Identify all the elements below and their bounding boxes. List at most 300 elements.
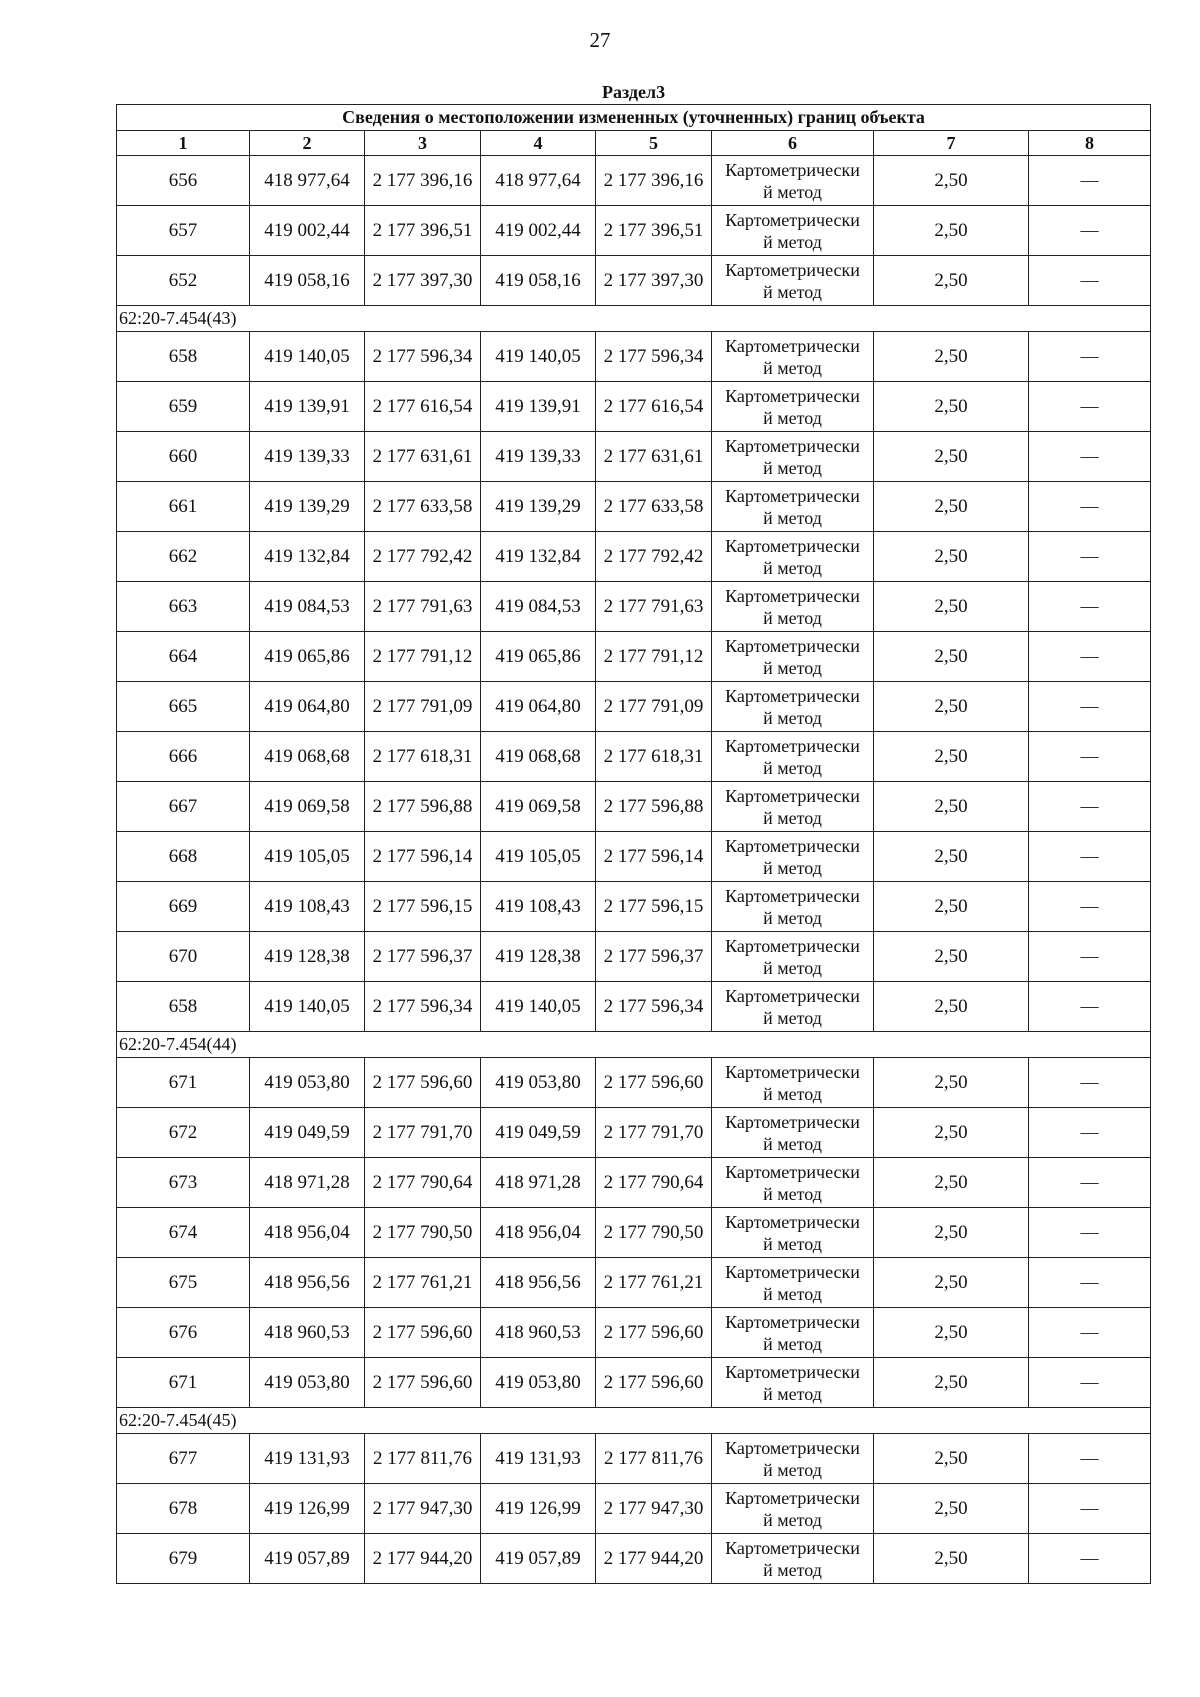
column-number: 2 bbox=[250, 131, 365, 156]
x-new-cell: 419 057,89 bbox=[481, 1534, 596, 1584]
y-existing-cell: 2 177 790,64 bbox=[365, 1158, 481, 1208]
accuracy-cell: 2,50 bbox=[874, 1308, 1029, 1358]
method-line-2: й метод bbox=[763, 607, 822, 628]
y-existing-cell: 2 177 596,60 bbox=[365, 1308, 481, 1358]
x-existing-cell: 419 065,86 bbox=[250, 632, 365, 682]
method-line-2: й метод bbox=[763, 1283, 822, 1304]
method-line-1: Картометрически bbox=[725, 485, 860, 506]
description-cell: — bbox=[1029, 156, 1151, 206]
point-number-cell: 656 bbox=[117, 156, 250, 206]
method-line-1: Картометрически bbox=[725, 159, 860, 180]
point-number-cell: 673 bbox=[117, 1158, 250, 1208]
y-new-cell: 2 177 596,37 bbox=[596, 932, 712, 982]
point-number-cell: 662 bbox=[117, 532, 250, 582]
x-new-cell: 418 956,04 bbox=[481, 1208, 596, 1258]
table-row bbox=[117, 532, 1151, 582]
accuracy-cell: 2,50 bbox=[874, 1258, 1029, 1308]
point-number-cell: 657 bbox=[117, 206, 250, 256]
point-number-cell: 671 bbox=[117, 1358, 250, 1408]
point-number-cell: 670 bbox=[117, 932, 250, 982]
method-line-2: й метод bbox=[763, 1133, 822, 1154]
description-cell: — bbox=[1029, 782, 1151, 832]
point-number-cell: 668 bbox=[117, 832, 250, 882]
method-cell bbox=[712, 582, 874, 632]
method-line-1: Картометрически bbox=[725, 1437, 860, 1458]
method-line-2: й метод bbox=[763, 457, 822, 478]
x-existing-cell: 419 140,05 bbox=[250, 332, 365, 382]
x-existing-cell: 419 053,80 bbox=[250, 1058, 365, 1108]
y-existing-cell: 2 177 596,15 bbox=[365, 882, 481, 932]
y-existing-cell: 2 177 396,51 bbox=[365, 206, 481, 256]
description-cell: — bbox=[1029, 382, 1151, 432]
method-line-1: Картометрически bbox=[725, 1161, 860, 1182]
description-cell: — bbox=[1029, 832, 1151, 882]
method-line-2: й метод bbox=[763, 181, 822, 202]
y-existing-cell: 2 177 596,60 bbox=[365, 1358, 481, 1408]
x-new-cell: 418 971,28 bbox=[481, 1158, 596, 1208]
point-number-cell: 671 bbox=[117, 1058, 250, 1108]
column-number: 8 bbox=[1029, 131, 1151, 156]
method-cell bbox=[712, 632, 874, 682]
x-new-cell: 419 132,84 bbox=[481, 532, 596, 582]
x-existing-cell: 419 057,89 bbox=[250, 1534, 365, 1584]
x-existing-cell: 419 053,80 bbox=[250, 1358, 365, 1408]
description-cell: — bbox=[1029, 1534, 1151, 1584]
description-cell: — bbox=[1029, 1258, 1151, 1308]
method-line-2: й метод bbox=[763, 807, 822, 828]
table-row bbox=[117, 1158, 1151, 1208]
method-line-2: й метод bbox=[763, 1383, 822, 1404]
column-number: 5 bbox=[596, 131, 712, 156]
table-row bbox=[117, 932, 1151, 982]
method-cell bbox=[712, 932, 874, 982]
description-cell: — bbox=[1029, 1358, 1151, 1408]
y-new-cell: 2 177 596,34 bbox=[596, 982, 712, 1032]
method-cell bbox=[712, 1158, 874, 1208]
column-number: 4 bbox=[481, 131, 596, 156]
y-existing-cell: 2 177 631,61 bbox=[365, 432, 481, 482]
y-existing-cell: 2 177 790,50 bbox=[365, 1208, 481, 1258]
y-new-cell: 2 177 947,30 bbox=[596, 1484, 712, 1534]
point-number-cell: 665 bbox=[117, 682, 250, 732]
y-new-cell: 2 177 790,50 bbox=[596, 1208, 712, 1258]
table-title: Сведения о местоположении измененных (уточненных) границ объекта bbox=[117, 105, 1151, 131]
accuracy-cell: 2,50 bbox=[874, 382, 1029, 432]
column-number: 6 bbox=[712, 131, 874, 156]
accuracy-cell: 2,50 bbox=[874, 782, 1029, 832]
y-new-cell: 2 177 791,63 bbox=[596, 582, 712, 632]
x-new-cell: 419 139,33 bbox=[481, 432, 596, 482]
method-line-1: Картометрически bbox=[725, 1211, 860, 1232]
method-cell bbox=[712, 682, 874, 732]
method-line-2: й метод bbox=[763, 857, 822, 878]
method-cell bbox=[712, 382, 874, 432]
table-row bbox=[117, 1208, 1151, 1258]
method-cell bbox=[712, 156, 874, 206]
y-existing-cell: 2 177 596,37 bbox=[365, 932, 481, 982]
accuracy-cell: 2,50 bbox=[874, 832, 1029, 882]
method-line-1: Картометрически bbox=[725, 209, 860, 230]
page-number: 27 bbox=[589, 28, 611, 52]
method-line-2: й метод bbox=[763, 1509, 822, 1530]
y-new-cell: 2 177 396,51 bbox=[596, 206, 712, 256]
table-body bbox=[117, 156, 1151, 1584]
method-cell bbox=[712, 432, 874, 482]
y-new-cell: 2 177 791,12 bbox=[596, 632, 712, 682]
x-new-cell: 419 084,53 bbox=[481, 582, 596, 632]
table-row bbox=[117, 432, 1151, 482]
y-new-cell: 2 177 631,61 bbox=[596, 432, 712, 482]
point-number-cell: 678 bbox=[117, 1484, 250, 1534]
y-new-cell: 2 177 616,54 bbox=[596, 382, 712, 432]
method-cell bbox=[712, 482, 874, 532]
parcel-group-row bbox=[117, 1032, 1151, 1058]
method-cell bbox=[712, 1108, 874, 1158]
point-number-cell: 663 bbox=[117, 582, 250, 632]
description-cell: — bbox=[1029, 332, 1151, 382]
y-new-cell: 2 177 397,30 bbox=[596, 256, 712, 306]
accuracy-cell: 2,50 bbox=[874, 1484, 1029, 1534]
x-existing-cell: 419 139,29 bbox=[250, 482, 365, 532]
description-cell: — bbox=[1029, 1058, 1151, 1108]
description-cell: — bbox=[1029, 982, 1151, 1032]
x-existing-cell: 419 139,91 bbox=[250, 382, 365, 432]
y-new-cell: 2 177 811,76 bbox=[596, 1434, 712, 1484]
method-line-2: й метод bbox=[763, 707, 822, 728]
table-row bbox=[117, 256, 1151, 306]
description-cell: — bbox=[1029, 1208, 1151, 1258]
accuracy-cell: 2,50 bbox=[874, 582, 1029, 632]
description-cell: — bbox=[1029, 632, 1151, 682]
description-cell: — bbox=[1029, 1484, 1151, 1534]
description-cell: — bbox=[1029, 482, 1151, 532]
method-cell bbox=[712, 1208, 874, 1258]
y-new-cell: 2 177 791,09 bbox=[596, 682, 712, 732]
section-title: Раздел3 bbox=[602, 81, 666, 102]
point-number-cell: 661 bbox=[117, 482, 250, 532]
x-new-cell: 419 139,29 bbox=[481, 482, 596, 532]
method-line-2: й метод bbox=[763, 407, 822, 428]
point-number-cell: 676 bbox=[117, 1308, 250, 1358]
method-line-2: й метод bbox=[763, 957, 822, 978]
method-line-1: Картометрически bbox=[725, 835, 860, 856]
method-line-2: й метод bbox=[763, 1233, 822, 1254]
description-cell: — bbox=[1029, 882, 1151, 932]
point-number-cell: 659 bbox=[117, 382, 250, 432]
table-row bbox=[117, 882, 1151, 932]
method-cell bbox=[712, 206, 874, 256]
x-new-cell: 419 108,43 bbox=[481, 882, 596, 932]
accuracy-cell: 2,50 bbox=[874, 1534, 1029, 1584]
description-cell: — bbox=[1029, 1158, 1151, 1208]
y-existing-cell: 2 177 947,30 bbox=[365, 1484, 481, 1534]
method-line-2: й метод bbox=[763, 357, 822, 378]
x-new-cell: 419 140,05 bbox=[481, 332, 596, 382]
table-row bbox=[117, 1258, 1151, 1308]
method-line-2: й метод bbox=[763, 1559, 822, 1580]
table-row bbox=[117, 732, 1151, 782]
description-cell: — bbox=[1029, 1108, 1151, 1158]
parcel-number: 62:20-7.454(44) bbox=[117, 1032, 1151, 1058]
y-new-cell: 2 177 618,31 bbox=[596, 732, 712, 782]
y-existing-cell: 2 177 596,60 bbox=[365, 1058, 481, 1108]
description-cell: — bbox=[1029, 682, 1151, 732]
x-new-cell: 419 053,80 bbox=[481, 1058, 596, 1108]
table-row bbox=[117, 1434, 1151, 1484]
point-number-cell: 658 bbox=[117, 982, 250, 1032]
point-number-cell: 675 bbox=[117, 1258, 250, 1308]
description-cell: — bbox=[1029, 932, 1151, 982]
y-existing-cell: 2 177 616,54 bbox=[365, 382, 481, 432]
accuracy-cell: 2,50 bbox=[874, 1108, 1029, 1158]
y-new-cell: 2 177 792,42 bbox=[596, 532, 712, 582]
point-number-cell: 658 bbox=[117, 332, 250, 382]
description-cell: — bbox=[1029, 582, 1151, 632]
x-new-cell: 419 131,93 bbox=[481, 1434, 596, 1484]
method-cell bbox=[712, 1484, 874, 1534]
method-line-1: Картометрически bbox=[725, 935, 860, 956]
description-cell: — bbox=[1029, 532, 1151, 582]
accuracy-cell: 2,50 bbox=[874, 882, 1029, 932]
method-line-1: Картометрически bbox=[725, 335, 860, 356]
method-line-2: й метод bbox=[763, 231, 822, 252]
x-existing-cell: 418 960,53 bbox=[250, 1308, 365, 1358]
accuracy-cell: 2,50 bbox=[874, 1158, 1029, 1208]
point-number-cell: 677 bbox=[117, 1434, 250, 1484]
method-line-1: Картометрически bbox=[725, 885, 860, 906]
method-line-1: Картометрически bbox=[725, 1487, 860, 1508]
x-existing-cell: 419 132,84 bbox=[250, 532, 365, 582]
y-new-cell: 2 177 396,16 bbox=[596, 156, 712, 206]
x-existing-cell: 418 971,28 bbox=[250, 1158, 365, 1208]
accuracy-cell: 2,50 bbox=[874, 632, 1029, 682]
table-row bbox=[117, 1358, 1151, 1408]
point-number-cell: 674 bbox=[117, 1208, 250, 1258]
point-number-cell: 660 bbox=[117, 432, 250, 482]
parcel-group-row bbox=[117, 306, 1151, 332]
y-existing-cell: 2 177 618,31 bbox=[365, 732, 481, 782]
x-new-cell: 419 002,44 bbox=[481, 206, 596, 256]
x-existing-cell: 418 977,64 bbox=[250, 156, 365, 206]
x-existing-cell: 419 105,05 bbox=[250, 832, 365, 882]
table-row bbox=[117, 382, 1151, 432]
parcel-number: 62:20-7.454(45) bbox=[117, 1408, 1151, 1434]
accuracy-cell: 2,50 bbox=[874, 1434, 1029, 1484]
method-line-1: Картометрически bbox=[725, 1111, 860, 1132]
description-cell: — bbox=[1029, 732, 1151, 782]
method-cell bbox=[712, 1358, 874, 1408]
accuracy-cell: 2,50 bbox=[874, 256, 1029, 306]
y-existing-cell: 2 177 397,30 bbox=[365, 256, 481, 306]
method-cell bbox=[712, 532, 874, 582]
accuracy-cell: 2,50 bbox=[874, 1208, 1029, 1258]
point-number-cell: 666 bbox=[117, 732, 250, 782]
description-cell: — bbox=[1029, 1434, 1151, 1484]
y-new-cell: 2 177 596,60 bbox=[596, 1308, 712, 1358]
method-line-1: Картометрически bbox=[725, 385, 860, 406]
table-row bbox=[117, 1534, 1151, 1584]
method-cell bbox=[712, 332, 874, 382]
table-row bbox=[117, 832, 1151, 882]
column-number: 3 bbox=[365, 131, 481, 156]
method-cell bbox=[712, 1434, 874, 1484]
y-new-cell: 2 177 596,34 bbox=[596, 332, 712, 382]
description-cell: — bbox=[1029, 1308, 1151, 1358]
accuracy-cell: 2,50 bbox=[874, 682, 1029, 732]
method-line-2: й метод bbox=[763, 757, 822, 778]
y-existing-cell: 2 177 596,34 bbox=[365, 982, 481, 1032]
y-existing-cell: 2 177 791,70 bbox=[365, 1108, 481, 1158]
y-existing-cell: 2 177 791,12 bbox=[365, 632, 481, 682]
method-line-1: Картометрически bbox=[725, 435, 860, 456]
method-line-1: Картометрически bbox=[725, 1311, 860, 1332]
point-number-cell: 669 bbox=[117, 882, 250, 932]
description-cell: — bbox=[1029, 256, 1151, 306]
x-existing-cell: 419 064,80 bbox=[250, 682, 365, 732]
method-line-2: й метод bbox=[763, 557, 822, 578]
x-existing-cell: 419 108,43 bbox=[250, 882, 365, 932]
parcel-group-row bbox=[117, 1408, 1151, 1434]
method-line-1: Картометрически bbox=[725, 985, 860, 1006]
table-row bbox=[117, 332, 1151, 382]
table-row bbox=[117, 206, 1151, 256]
accuracy-cell: 2,50 bbox=[874, 482, 1029, 532]
x-new-cell: 419 049,59 bbox=[481, 1108, 596, 1158]
y-new-cell: 2 177 791,70 bbox=[596, 1108, 712, 1158]
method-cell bbox=[712, 1258, 874, 1308]
method-cell bbox=[712, 982, 874, 1032]
y-existing-cell: 2 177 596,14 bbox=[365, 832, 481, 882]
point-number-cell: 652 bbox=[117, 256, 250, 306]
method-line-1: Картометрически bbox=[725, 735, 860, 756]
x-new-cell: 419 064,80 bbox=[481, 682, 596, 732]
table-row bbox=[117, 582, 1151, 632]
method-line-2: й метод bbox=[763, 1333, 822, 1354]
method-line-1: Картометрически bbox=[725, 1061, 860, 1082]
x-new-cell: 419 140,05 bbox=[481, 982, 596, 1032]
y-existing-cell: 2 177 792,42 bbox=[365, 532, 481, 582]
y-existing-cell: 2 177 596,88 bbox=[365, 782, 481, 832]
x-new-cell: 419 126,99 bbox=[481, 1484, 596, 1534]
method-line-2: й метод bbox=[763, 507, 822, 528]
method-line-1: Картометрически bbox=[725, 1537, 860, 1558]
accuracy-cell: 2,50 bbox=[874, 732, 1029, 782]
description-cell: — bbox=[1029, 206, 1151, 256]
y-new-cell: 2 177 596,14 bbox=[596, 832, 712, 882]
point-number-cell: 672 bbox=[117, 1108, 250, 1158]
y-existing-cell: 2 177 761,21 bbox=[365, 1258, 481, 1308]
x-existing-cell: 419 128,38 bbox=[250, 932, 365, 982]
method-cell bbox=[712, 882, 874, 932]
x-existing-cell: 419 140,05 bbox=[250, 982, 365, 1032]
accuracy-cell: 2,50 bbox=[874, 1058, 1029, 1108]
boundary-table bbox=[116, 80, 1151, 1584]
table-row bbox=[117, 682, 1151, 732]
y-new-cell: 2 177 596,60 bbox=[596, 1358, 712, 1408]
accuracy-cell: 2,50 bbox=[874, 156, 1029, 206]
accuracy-cell: 2,50 bbox=[874, 932, 1029, 982]
y-existing-cell: 2 177 596,34 bbox=[365, 332, 481, 382]
accuracy-cell: 2,50 bbox=[874, 332, 1029, 382]
method-line-1: Картометрически bbox=[725, 259, 860, 280]
y-existing-cell: 2 177 944,20 bbox=[365, 1534, 481, 1584]
x-new-cell: 418 977,64 bbox=[481, 156, 596, 206]
x-existing-cell: 419 131,93 bbox=[250, 1434, 365, 1484]
x-new-cell: 419 105,05 bbox=[481, 832, 596, 882]
point-number-cell: 667 bbox=[117, 782, 250, 832]
table-row bbox=[117, 1058, 1151, 1108]
method-cell bbox=[712, 1308, 874, 1358]
x-existing-cell: 419 049,59 bbox=[250, 1108, 365, 1158]
method-line-1: Картометрически bbox=[725, 785, 860, 806]
method-line-1: Картометрически bbox=[725, 535, 860, 556]
method-line-1: Картометрически bbox=[725, 1261, 860, 1282]
method-line-1: Картометрически bbox=[725, 685, 860, 706]
x-existing-cell: 419 068,68 bbox=[250, 732, 365, 782]
column-number: 7 bbox=[874, 131, 1029, 156]
description-cell: — bbox=[1029, 432, 1151, 482]
method-cell bbox=[712, 256, 874, 306]
y-new-cell: 2 177 596,60 bbox=[596, 1058, 712, 1108]
x-new-cell: 418 960,53 bbox=[481, 1308, 596, 1358]
method-line-1: Картометрически bbox=[725, 585, 860, 606]
table-row bbox=[117, 156, 1151, 206]
y-existing-cell: 2 177 396,16 bbox=[365, 156, 481, 206]
x-new-cell: 419 139,91 bbox=[481, 382, 596, 432]
method-line-1: Картометрически bbox=[725, 635, 860, 656]
method-line-2: й метод bbox=[763, 1083, 822, 1104]
x-existing-cell: 419 139,33 bbox=[250, 432, 365, 482]
method-line-2: й метод bbox=[763, 1459, 822, 1480]
parcel-number: 62:20-7.454(43) bbox=[117, 306, 1151, 332]
method-cell bbox=[712, 1534, 874, 1584]
x-new-cell: 418 956,56 bbox=[481, 1258, 596, 1308]
y-new-cell: 2 177 596,88 bbox=[596, 782, 712, 832]
x-existing-cell: 419 058,16 bbox=[250, 256, 365, 306]
table-row bbox=[117, 1308, 1151, 1358]
y-existing-cell: 2 177 633,58 bbox=[365, 482, 481, 532]
accuracy-cell: 2,50 bbox=[874, 532, 1029, 582]
column-number-row bbox=[117, 131, 1151, 156]
x-existing-cell: 418 956,04 bbox=[250, 1208, 365, 1258]
method-line-2: й метод bbox=[763, 1007, 822, 1028]
table-row bbox=[117, 782, 1151, 832]
x-existing-cell: 419 084,53 bbox=[250, 582, 365, 632]
x-new-cell: 419 058,16 bbox=[481, 256, 596, 306]
y-existing-cell: 2 177 791,09 bbox=[365, 682, 481, 732]
table-row bbox=[117, 1108, 1151, 1158]
y-existing-cell: 2 177 791,63 bbox=[365, 582, 481, 632]
method-cell bbox=[712, 832, 874, 882]
table-row bbox=[117, 982, 1151, 1032]
accuracy-cell: 2,50 bbox=[874, 432, 1029, 482]
table-row bbox=[117, 482, 1151, 532]
column-number: 1 bbox=[117, 131, 250, 156]
x-existing-cell: 419 002,44 bbox=[250, 206, 365, 256]
y-new-cell: 2 177 761,21 bbox=[596, 1258, 712, 1308]
method-line-2: й метод bbox=[763, 657, 822, 678]
x-new-cell: 419 128,38 bbox=[481, 932, 596, 982]
accuracy-cell: 2,50 bbox=[874, 206, 1029, 256]
y-new-cell: 2 177 944,20 bbox=[596, 1534, 712, 1584]
y-new-cell: 2 177 790,64 bbox=[596, 1158, 712, 1208]
x-existing-cell: 418 956,56 bbox=[250, 1258, 365, 1308]
y-existing-cell: 2 177 811,76 bbox=[365, 1434, 481, 1484]
y-new-cell: 2 177 633,58 bbox=[596, 482, 712, 532]
y-new-cell: 2 177 596,15 bbox=[596, 882, 712, 932]
x-new-cell: 419 068,68 bbox=[481, 732, 596, 782]
method-cell bbox=[712, 1058, 874, 1108]
